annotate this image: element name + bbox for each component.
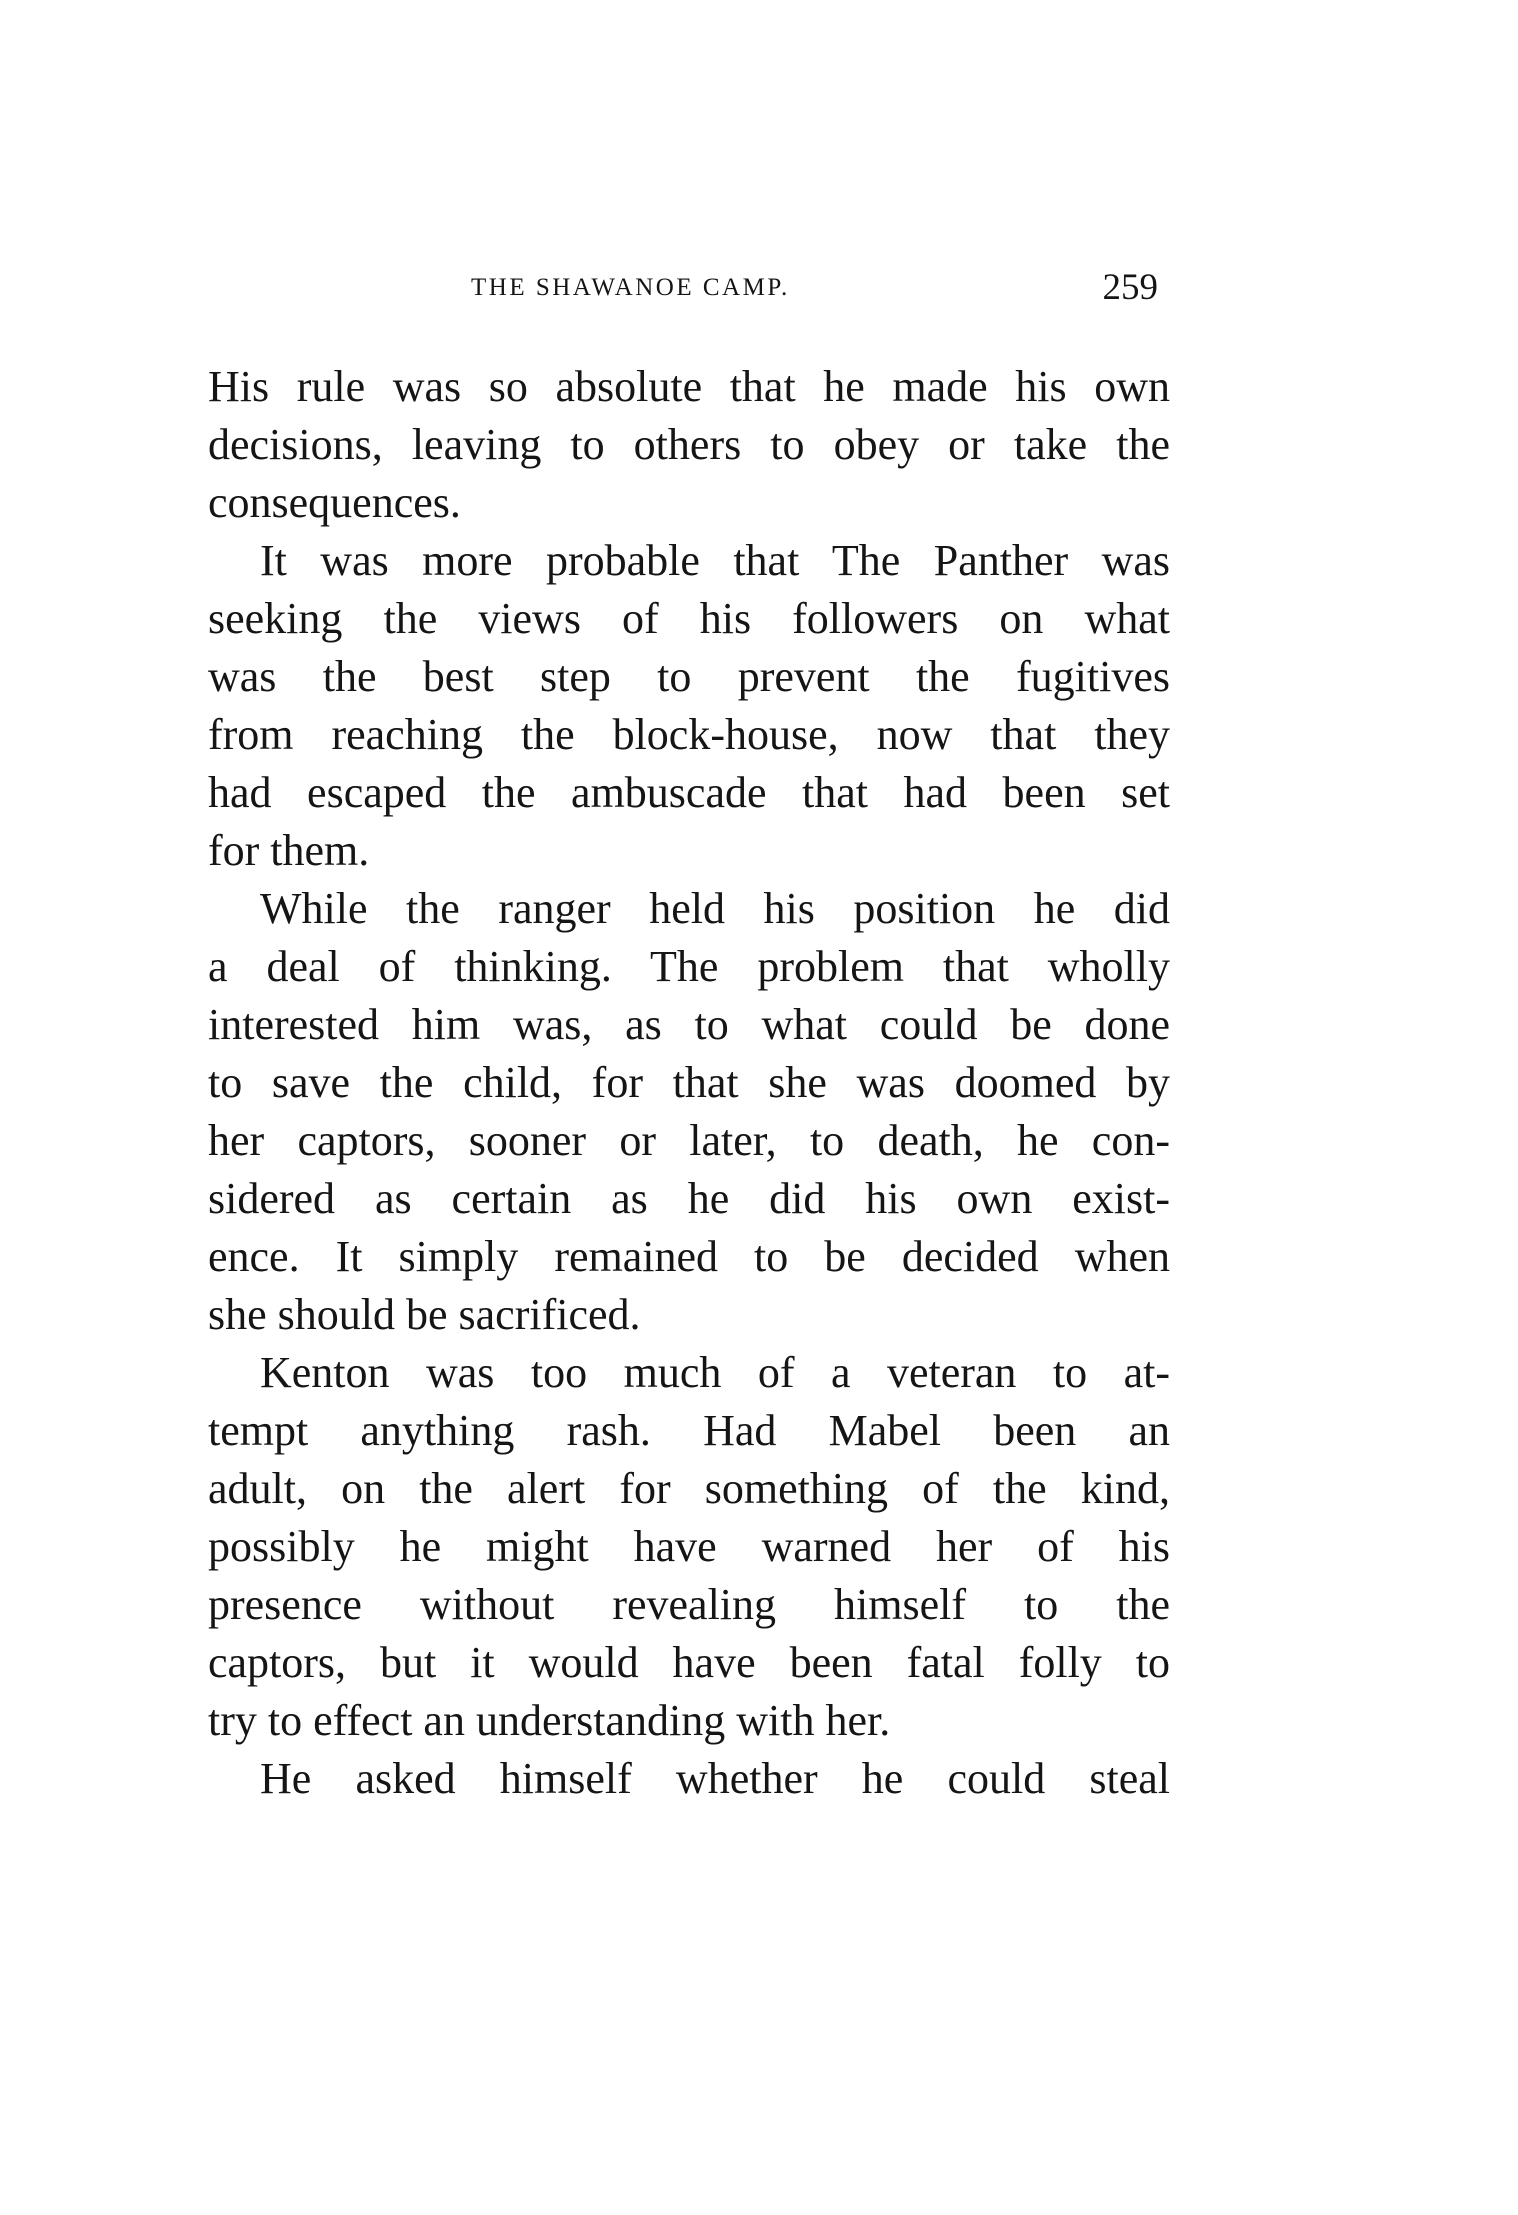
text-line: consequences. [208,478,461,527]
text-line: interested him was, as to what could be done [208,1000,1170,1049]
text-line: her captors, sooner or later, to death, he con- [208,1116,1170,1165]
text-line: to save the child, for that she was doomed by [208,1058,1170,1107]
text-line: seeking the views of his followers on what [208,594,1170,643]
text-line: from reaching the block-house, now that they [208,710,1170,759]
text-line: decisions, leaving to others to obey or take the [208,420,1170,469]
text-line: try to effect an understanding with her. [208,1696,891,1745]
text-line: His rule was so absolute that he made his own [208,362,1170,411]
text-line: for them. [208,826,370,875]
text-line: He asked himself whether he could steal [260,1754,1170,1803]
text-line: adult, on the alert for something of the kind, [208,1464,1170,1513]
body-text [208,358,1170,1808]
text-line: she should be sacrificed. [208,1290,641,1339]
page-number: 259 [1102,267,1158,308]
text-line: While the ranger held his position he did [260,884,1170,933]
text-line: was the best step to prevent the fugitives [208,652,1170,701]
running-head [208,268,1170,308]
text-line: It was more probable that The Panther was [260,536,1170,585]
text-line: a deal of thinking. The problem that wholly [208,942,1170,991]
chapter-title: THE SHAWANOE CAMP. [471,274,790,301]
text-line: possibly he might have warned her of his [208,1522,1170,1571]
text-line: Kenton was too much of a veteran to at- [260,1348,1170,1397]
text-line: presence without revealing himself to the [208,1580,1170,1629]
text-line: had escaped the ambuscade that had been set [208,768,1170,817]
text-line: ence. It simply remained to be decided when [208,1232,1170,1281]
text-line: sidered as certain as he did his own exist- [208,1174,1170,1223]
text-line: tempt anything rash. Had Mabel been an [208,1406,1170,1455]
text-line: captors, but it would have been fatal folly to [208,1638,1170,1687]
